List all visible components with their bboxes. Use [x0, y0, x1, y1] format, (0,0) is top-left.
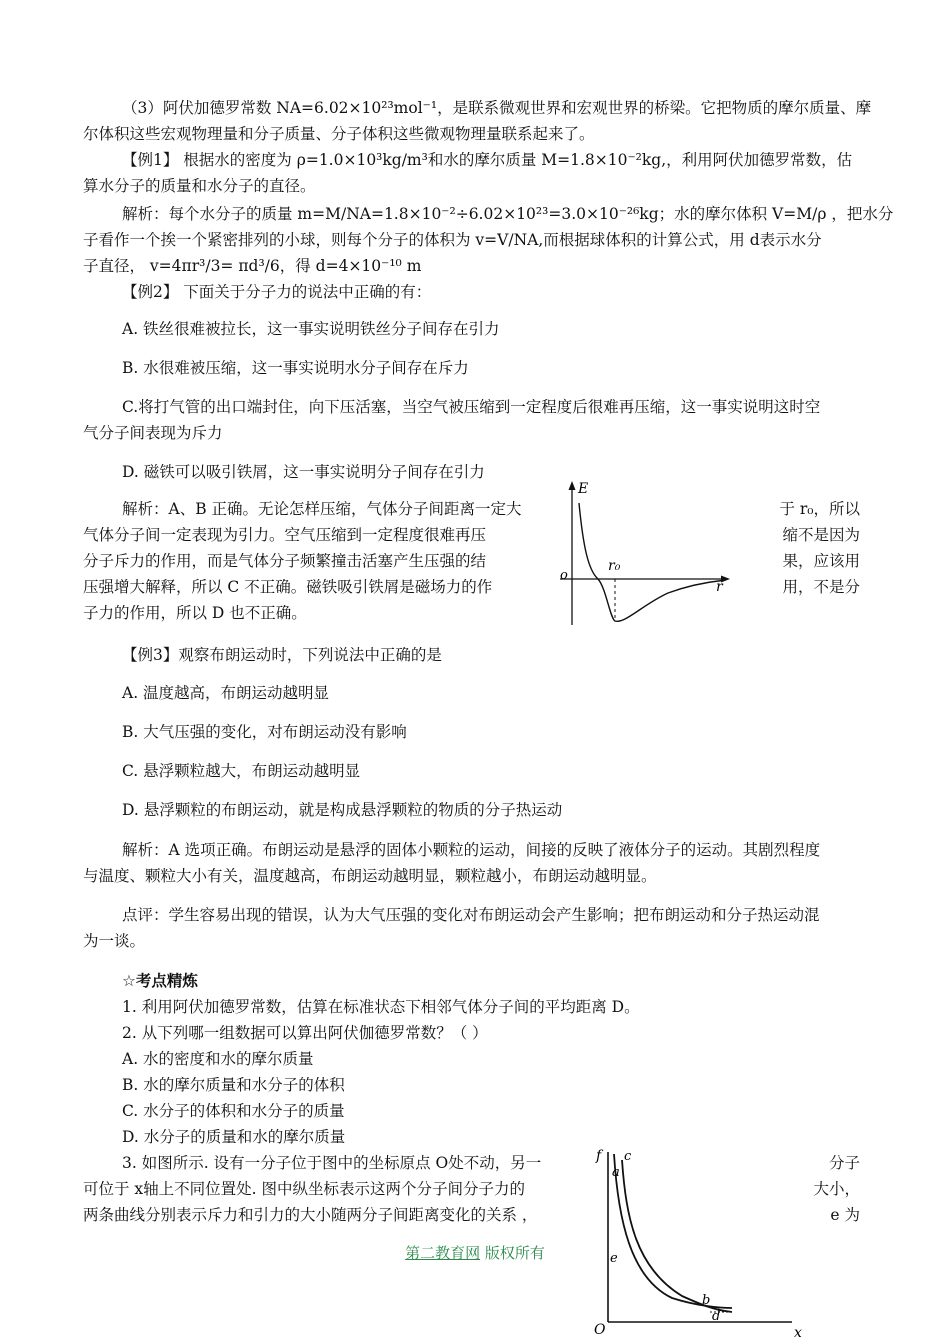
y-axis-label: E — [578, 481, 589, 497]
example1-answer-line1: 解析：每个水分子的质量 m=M/NA=1.8×10⁻²÷6.02×10²³=3.0×10⁻²⁶kg；水的摩尔体积 V=M/ρ ，把水分 — [122, 205, 894, 223]
practice-question-2-option-a: A. 水的密度和水的摩尔质量 — [122, 1050, 314, 1068]
example2-answer-line1-left: 解析：A、B 正确。无论怎样压缩，气体分子间距离一定大 — [122, 500, 522, 518]
page-footer — [0, 1242, 950, 1263]
example2-answer-line1-right: 于 r₀，所以 — [779, 500, 860, 518]
y-axis-arrow — [569, 481, 576, 490]
example2-answer-line4-right: 用，不是分 — [782, 578, 860, 596]
practice-question-2: 2. 从下列哪一组数据可以算出阿伏伽德罗常数？（ ） — [122, 1024, 488, 1042]
footer-site-link[interactable]: 第二教育网 — [405, 1244, 481, 1262]
r0-label: r₀ — [608, 558, 621, 574]
example3-comment-line1: 点评：学生容易出现的错误，认为大气压强的变化对布朗运动会产生影响；把布朗运动和分子热运动混 — [122, 906, 820, 924]
example2-title: 【例2】 下面关于分子力的说法中正确的有： — [122, 283, 432, 301]
practice-question-2-option-b: B. 水的摩尔质量和水分子的体积 — [122, 1076, 345, 1094]
example1-question-line1: 【例1】 根据水的密度为 ρ=1.0×10³kg/m³和水的摩尔质量 M=1.8×10⁻²kg,，利用阿伏加德罗常数，估 — [122, 151, 853, 169]
f-axis-label: f — [596, 1148, 602, 1164]
origin-label: o — [560, 568, 568, 583]
example1-question-line2: 算水分子的质量和水分子的直径。 — [83, 177, 316, 195]
x-axis-label: r — [716, 579, 723, 595]
example1-answer-line3: 子直径， v=4πr³/3= πd³/6，得 d=4×10⁻¹⁰ m — [83, 257, 422, 275]
practice-question-3-line3-right: e 为 — [830, 1206, 860, 1224]
example3-comment-line2: 为一谈。 — [83, 932, 146, 950]
example2-answer-line3-left: 分子斥力的作用，而是气体分子频繁撞击活塞产生压强的结 — [83, 552, 487, 570]
curve-label-e: e — [610, 1251, 618, 1266]
potential-energy-figure — [550, 475, 740, 635]
practice-heading: ☆考点精炼 — [122, 972, 198, 990]
practice-question-1: 1. 利用阿伏加德罗常数，估算在标准状态下相邻气体分子间的平均距离 D。 — [122, 998, 640, 1016]
example2-answer-line4-left: 压强增大解释，所以 C 不正确。磁铁吸引铁屑是磁场力的作 — [83, 578, 493, 596]
example2-answer-line2-right: 缩不是因为 — [782, 526, 860, 544]
example3-title: 【例3】观察布朗运动时，下列说法中正确的是 — [122, 646, 442, 664]
curve-label-c: c — [624, 1149, 632, 1164]
example3-option-a: A. 温度越高，布朗运动越明显 — [122, 684, 330, 702]
paragraph-avogadro-line2: 尔体积这些宏观物理量和分子质量、分子体积这些微观物理量联系起来了。 — [83, 125, 595, 143]
example2-answer-line2-left: 气体分子间一定表现为引力。空气压缩到一定程度很难再压 — [83, 526, 487, 544]
repulsion-curve — [614, 1154, 732, 1308]
paragraph-avogadro-line1: （3）阿伏加德罗常数 NA=6.02×10²³mol⁻¹，是联系微观世界和宏观世界的桥梁。它把物质的摩尔质量、摩 — [122, 99, 872, 117]
practice-question-2-option-c: C. 水分子的体积和水分子的质量 — [122, 1102, 345, 1120]
example3-answer-line1: 解析：A 选项正确。布朗运动是悬浮的固体小颗粒的运动，间接的反映了液体分子的运动。其剧烈程度 — [122, 841, 821, 859]
practice-question-3-line1-right: 分子 — [828, 1154, 860, 1172]
example2-option-c-line1: C.将打气管的出口端封住，向下压活塞，当空气被压缩到一定程度后很难再压缩，这一事实说明这时空 — [122, 398, 821, 416]
example2-option-d: D. 磁铁可以吸引铁屑，这一事实说明分子间存在引力 — [122, 463, 485, 481]
curve-label-d: d — [712, 1309, 721, 1324]
example2-answer-line5: 子力的作用，所以 D 也不正确。 — [83, 604, 307, 622]
attraction-curve — [622, 1160, 732, 1312]
footer-copyright: 版权所有 — [480, 1244, 545, 1262]
curve-label-a: a — [612, 1165, 620, 1180]
example3-answer-line2: 与温度、颗粒大小有关，温度越高，布朗运动越明显，颗粒越小，布朗运动越明显。 — [83, 867, 657, 885]
example3-option-b: B. 大气压强的变化，对布朗运动没有影响 — [122, 723, 407, 741]
curve-label-b: b — [702, 1293, 711, 1308]
origin-label: O — [594, 1322, 606, 1338]
example3-option-d: D. 悬浮颗粒的布朗运动，就是构成悬浮颗粒的物质的分子热运动 — [122, 801, 563, 819]
example2-option-b: B. 水很难被压缩，这一事实说明水分子间存在斥力 — [122, 359, 469, 377]
practice-question-2-option-d: D. 水分子的质量和水的摩尔质量 — [122, 1128, 346, 1146]
x-axis-label: x — [794, 1325, 802, 1341]
example1-answer-line2: 子看作一个挨一个紧密排列的小球，则每个分子的体积为 v=V/NA,而根据球体积的计算公式，用 d表示水分 — [83, 231, 822, 249]
example2-answer-line3-right: 果，应该用 — [782, 552, 860, 570]
practice-question-3-line3-left: 两条曲线分别表示斥力和引力的大小随两分子间距离变化的关系 ， — [83, 1206, 538, 1224]
example3-option-c: C. 悬浮颗粒越大，布朗运动越明显 — [122, 762, 361, 780]
energy-curve — [579, 503, 722, 621]
example2-option-c-line2: 气分子间表现为斥力 — [83, 424, 223, 442]
practice-question-3-line2-left: 可位于 x轴上不同位置处. 图中纵坐标表示这两个分子间分子力的 — [83, 1180, 526, 1198]
practice-question-3-line2-right: 大小， — [813, 1180, 860, 1198]
example2-option-a: A. 铁丝很难被拉长，这一事实说明铁丝分子间存在引力 — [122, 320, 500, 338]
molecular-force-figure — [592, 1138, 812, 1342]
practice-question-3-line1-left: 3. 如图所示. 设有一分子位于图中的坐标原点 O处不动，另一 — [122, 1154, 542, 1172]
